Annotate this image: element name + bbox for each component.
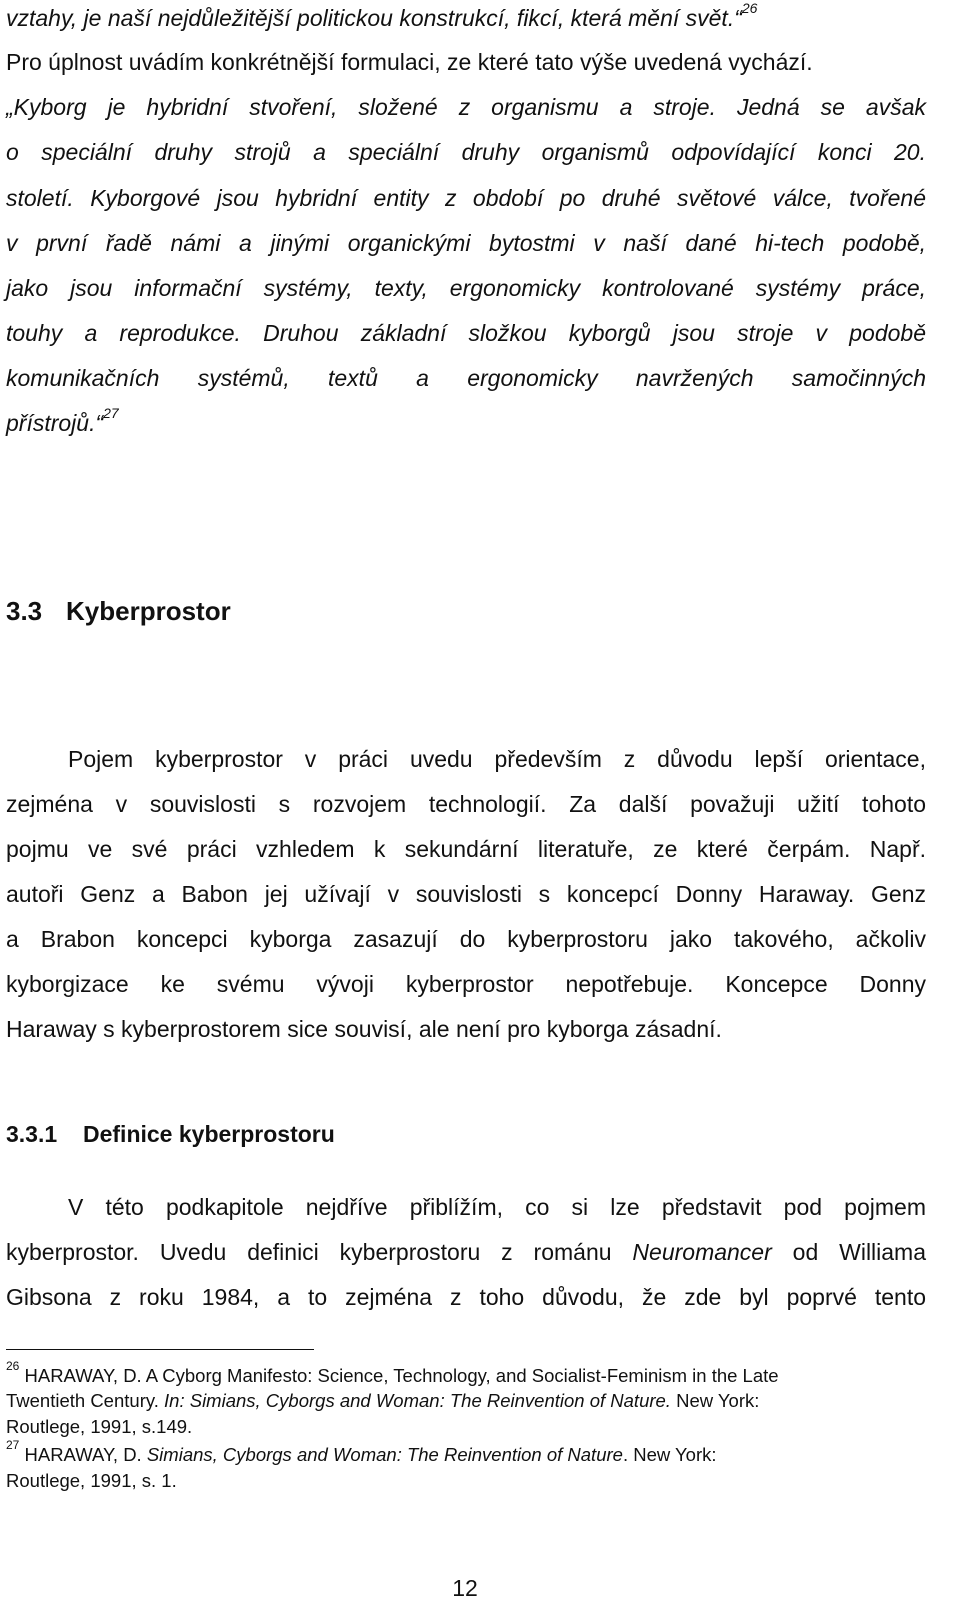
footnote-separator (6, 1349, 314, 1350)
paragraph-line: kyberprostor. Uvedu definici kyberprostoru z románu Neuromancer od Williama (6, 1239, 927, 1265)
footnote-27-line: Routlege, 1991, s. 1. (6, 1470, 177, 1491)
quote-line: „Kyborg je hybridní stvoření, složené z organismu a stroje. Jedná se avšak (6, 94, 926, 120)
footnote-26-line: Twentieth Century. In: Simians, Cyborgs and Woman: The Reinvention of Nature. New York: (6, 1390, 760, 1411)
paragraph-line: zejména v souvislosti s rozvojem technologií. Za další považuji užití tohoto (6, 791, 926, 817)
footnote-26: $^{26}$ HARAWAY, D. A Cyborg Manifesto: Science, Technology, and Socialist-Feminism in the Late (6, 1358, 779, 1386)
footnote-number: 27 (6, 1437, 20, 1452)
paragraph-line: pojmu ve své práci vzhledem k sekundární literatuře, ze které čerpám. Např. (6, 836, 926, 862)
subsection-heading (6, 1119, 335, 1149)
footnote-reference[interactable]: 27 (103, 405, 119, 422)
subsection-number: 3.3.1 (6, 1121, 58, 1147)
section-title: Kyberprostor (66, 596, 231, 626)
footnote-reference[interactable]: 26 (741, 0, 758, 17)
paragraph-line: a Brabon koncepci kyborga zasazují do kyberprostoru jako takového, ačkoliv (6, 926, 926, 952)
body-line: Pro úplnost uvádím konkrétnější formulaci, ze které tato výše uvedená vychází. (6, 49, 813, 75)
quote-line: vztahy, je naší nejdůležitější politickou konstrukcí, fikcí, která mění svět.“$^{26}$ (6, 0, 758, 31)
quote-line: o speciální druhy strojů a speciální druhy organismů odpovídající konci 20. (6, 139, 926, 165)
paragraph-line: autoři Genz a Babon jej užívají v souvislosti s koncepcí Donny Haraway. Genz (6, 881, 926, 907)
quote-line: jako jsou informační systémy, texty, ergonomicky kontrolované systémy práce, (6, 275, 926, 301)
section-number: 3.3 (6, 596, 43, 626)
paragraph-line: Gibsona z roku 1984, a to zejména z toho důvodu, že zde byl poprvé tento (6, 1284, 926, 1310)
footnote-26-line: Routlege, 1991, s.149. (6, 1416, 193, 1437)
page-number: 12 (452, 1575, 478, 1601)
paragraph-line: Pojem kyberprostor v práci uvedu především z důvodu lepší orientace, (68, 746, 926, 772)
footnote-number: 26 (6, 1358, 20, 1373)
subsection-title: Definice kyberprostoru (83, 1121, 335, 1147)
quote-line: století. Kyborgové jsou hybridní entity z období po druhé světové válce, tvořené (6, 185, 926, 211)
quote-line: komunikačních systémů, textů a ergonomicky navržených samočinných (6, 365, 926, 391)
paragraph-line: V této podkapitole nejdříve přiblížím, co si lze představit pod pojmem (68, 1194, 926, 1220)
paragraph-line: Haraway s kyberprostorem sice souvisí, ale není pro kyborga zásadní. (6, 1016, 722, 1042)
quote-line: v první řadě námi a jinými organickými bytostmi v naší dané hi-tech podobě, (6, 230, 926, 256)
footnote-27: $^{27}$ HARAWAY, D. Simians, Cyborgs and Woman: The Reinvention of Nature. New York: (6, 1437, 717, 1465)
paragraph-line: kyborgizace ke svému vývoji kyberprostor nepotřebuje. Koncepce Donny (6, 971, 926, 997)
book-title: Neuromancer (632, 1239, 772, 1265)
section-heading (6, 595, 231, 627)
quote-line: touhy a reprodukce. Druhou základní složkou kyborgů jsou stroje v podobě (6, 320, 926, 346)
quote-line: přístrojů.“$^{27}$ (6, 405, 119, 436)
